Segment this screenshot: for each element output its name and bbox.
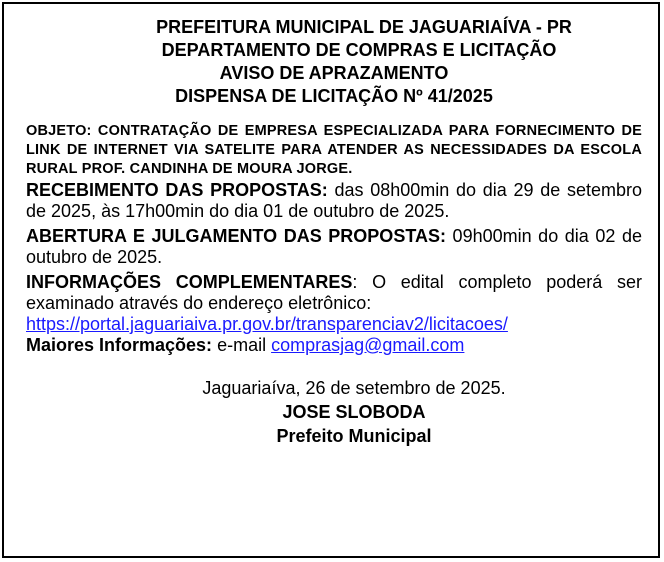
maiores-paragraph (26, 335, 642, 356)
maiores-label: Maiores Informações: (26, 335, 213, 355)
recebimento-paragraph (26, 180, 642, 222)
signature-block (26, 376, 642, 448)
abertura-paragraph (26, 226, 642, 268)
signatory-name: JOSE SLOBODA (282, 402, 426, 422)
informacoes-label: INFORMAÇÕES COMPLEMENTARES (26, 272, 353, 292)
objeto-paragraph: OBJETO: CONTRATAÇÃO DE EMPRESA ESPECIALIZADA PARA FORNECIMENTO DE LINK DE INTERNET VIA SATELITE PARA ATENDER AS NECESSIDADES DA ESCOLA RURAL PROF. CANDINHA DE MOURA JORGE. (26, 123, 642, 177)
notice-header (26, 16, 642, 108)
portal-link[interactable]: https://portal.jaguariaiva.pr.gov.br/transparenciav2/licitacoes/ (26, 314, 508, 334)
notice-frame (2, 2, 660, 558)
informacoes-text: : O edital completo poderá ser examinado através do endereço eletrônico: (26, 272, 642, 313)
header-municipality: PREFEITURA MUNICIPAL DE JAGUARIAÍVA - PR (156, 17, 572, 37)
notice-document (26, 16, 642, 448)
informacoes-paragraph (26, 272, 642, 335)
recebimento-text: das 08h00min do dia 29 de setembro de 2025, às 17h00min do dia 01 de outubro de 2025. (26, 180, 642, 221)
email-link[interactable]: comprasjag@gmail.com (271, 335, 465, 355)
maiores-text: e-mail (212, 335, 272, 355)
abertura-label: ABERTURA E JULGAMENTO DAS PROPOSTAS: (26, 226, 446, 246)
signatory-role: Prefeito Municipal (276, 426, 432, 446)
abertura-text: 09h00min do dia 02 de outubro de 2025. (26, 226, 642, 267)
signature-date: Jaguariaíva, 26 de setembro de 2025. (202, 378, 506, 398)
header-department: DEPARTAMENTO DE COMPRAS E LICITAÇÃO (161, 40, 557, 60)
recebimento-label: RECEBIMENTO DAS PROPOSTAS: (26, 180, 328, 200)
header-notice-type: AVISO DE APRAZAMENTO (219, 63, 449, 83)
header-dispensa-number: DISPENSA DE LICITAÇÃO Nº 41/2025 (175, 86, 493, 106)
